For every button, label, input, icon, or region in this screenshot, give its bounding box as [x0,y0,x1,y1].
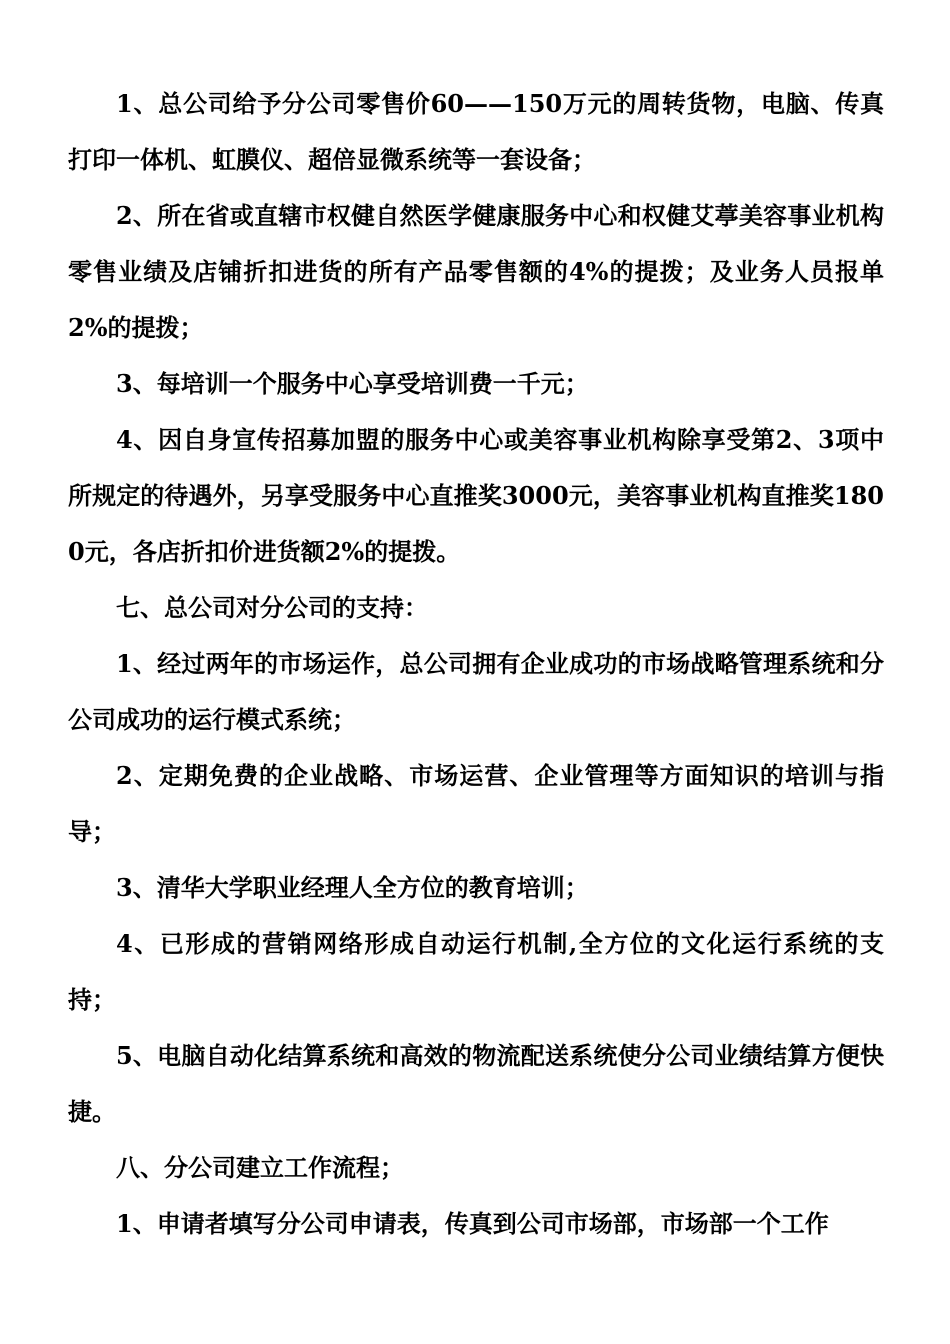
paragraph-support-3: 3、清华大学职业经理人全方位的教育培训； [116,873,589,902]
paragraph-item-1-equipment: 1、总公司给予分公司零售价60——150万元的周转货物，电脑、传真打印一体机、虹膜仪、超倍显微系统等一套设备； [68,89,884,174]
paragraph-support-1: 1、经过两年的市场运作，总公司拥有企业成功的市场战略管理系统和分公司成功的运行模式系统； [68,649,884,734]
document-body [68,76,884,1252]
paragraph-support-2: 2、定期免费的企业战略、市场运营、企业管理等方面知识的培训与指导； [68,761,884,846]
section-heading-7: 七、总公司对分公司的支持： [116,593,428,622]
paragraph-support-5: 5、电脑自动化结算系统和高效的物流配送系统使分公司业绩结算方便快捷。 [68,1041,884,1126]
paragraph-item-3-training-fee: 3、每培训一个服务中心享受培训费一千元； [116,369,589,398]
paragraph-item-4-referral-bonus: 4、因自身宣传招募加盟的服务中心或美容事业机构除享受第2、3项中所规定的待遇外，另享受服务中心直推奖3000元，美容事业机构直推奖1800元，各店折扣价进货额2%的提拨。 [68,425,884,566]
paragraph-item-2-commission: 2、所在省或直辖市权健自然医学健康服务中心和权健艾葶美容事业机构零售业绩及店铺折扣进货的所有产品零售额的4%的提拨；及业务人员报单2%的提拨； [68,201,884,342]
paragraph-workflow-1: 1、申请者填写分公司申请表，传真到公司市场部，市场部一个工作 [116,1209,829,1238]
section-heading-8: 八、分公司建立工作流程； [116,1153,404,1182]
paragraph-support-4: 4、已形成的营销网络形成自动运行机制,全方位的文化运行系统的支持； [68,929,884,1014]
